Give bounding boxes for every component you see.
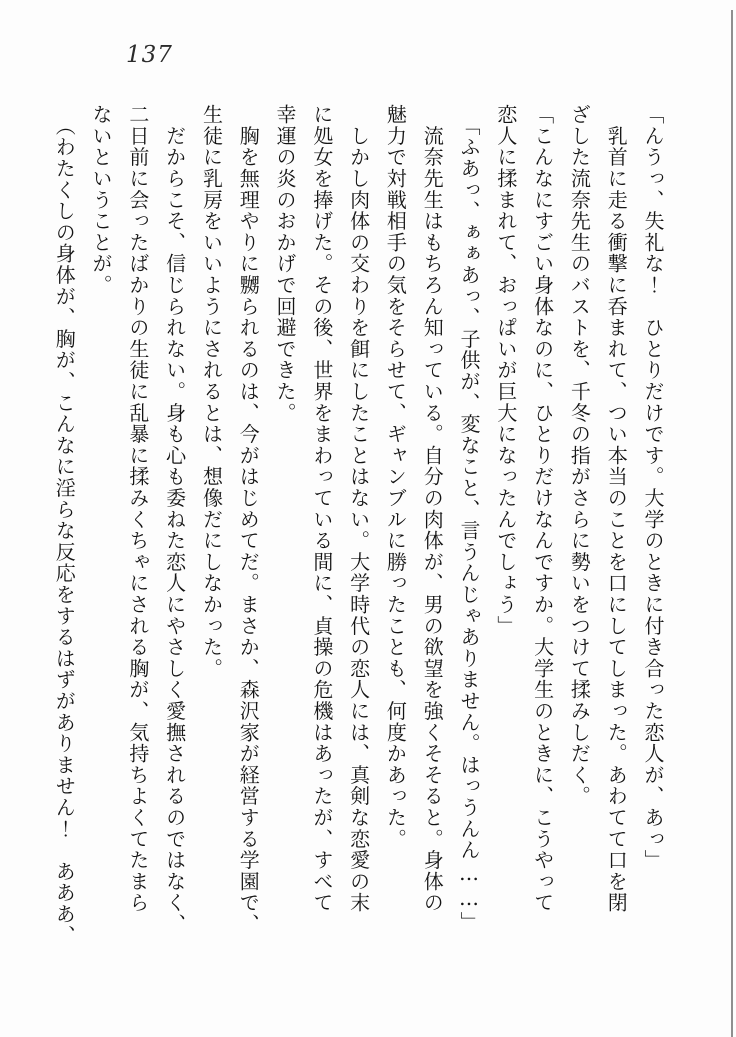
text-line: 「ふあっ、ぁぁあっ、子供が、変なこと、言うんじゃありません。はっうんん……」 (457, 104, 482, 933)
scan-page-edge-line (731, 10, 733, 1037)
text-line: （わたくしの身体が、胸が、こんなに淫らな反応をするはずがありません！ あああ、 (52, 104, 77, 946)
page-number: 137 (126, 42, 173, 68)
text-line: ないということが。 (89, 104, 114, 296)
text-line: 生徒に乳房をいいようにされるとは、想像だにしなかった。 (199, 104, 224, 680)
text-line: 「こんなにすごい身体なのに、ひとりだけなんですか。大学生のときに、こうやって (530, 104, 555, 914)
text-line: 恋人に揉まれて、おっぱいが巨大になったんでしょう」 (493, 104, 518, 637)
text-line: 幸運の炎のおかげで回避できた。 (273, 104, 298, 424)
text-line: 二日前に会ったばかりの生徒に乱暴に揉みくちゃにされる胸が、気持ちよくてたまら (125, 104, 150, 914)
text-line: 乳首に走る衝撃に呑まれて、つい本当のことを口にしてしまった。あわてて口を閉 (604, 104, 629, 914)
text-line: に処女を捧げた。その後、世界をまわっている間に、貞操の危機はあったが、すべて (309, 104, 334, 914)
body-text (45, 104, 671, 974)
text-line: だからこそ、信じられない。身も心も委ねた恋人にやさしく愛撫されるのではなく、 (162, 104, 187, 935)
text-line: 流奈先生はもちろん知っている。自分の肉体が、男の欲望を強くそそると。身体の (420, 104, 445, 914)
text-line: 胸を無理やりに嬲られるのは、今がはじめてだ。まさか、森沢家が経営する学園で、 (236, 104, 261, 935)
text-line: しかし肉体の交わりを餌にしたことはない。大学時代の恋人には、真剣な恋愛の末 (346, 104, 371, 914)
text-line: 「んうっ、失礼な！ ひとりだけです。大学のときに付き合った恋人が、あっ」 (641, 104, 665, 871)
text-line: 魅力で対戦相手の気をそらせて、ギャンブルに勝ったことも、何度かあった。 (383, 104, 408, 850)
text-line: ざした流奈先生のバストを、千冬の指がさらに勢いをつけて揉みしだく。 (567, 104, 592, 807)
